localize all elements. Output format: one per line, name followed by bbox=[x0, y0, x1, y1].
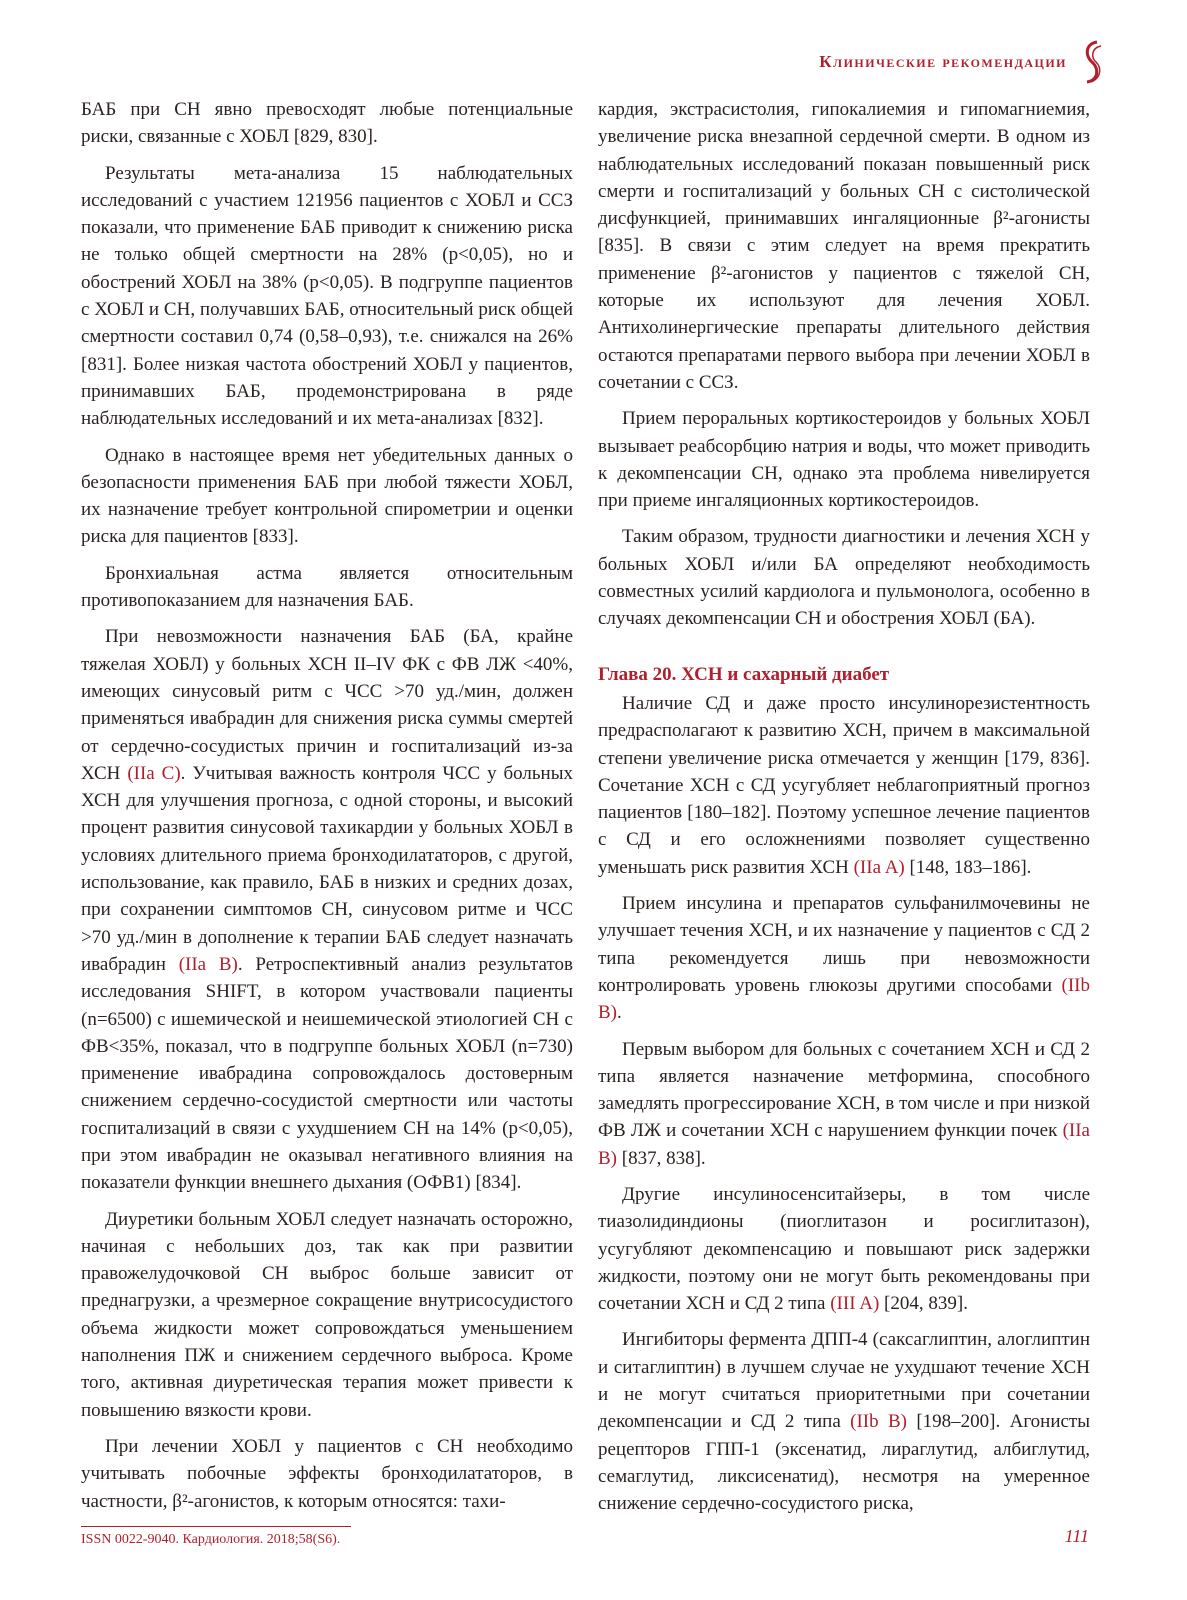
paragraph bbox=[598, 690, 1090, 881]
left-column bbox=[81, 96, 573, 1524]
paragraph bbox=[598, 890, 1090, 1026]
text-run: . Ретроспективный анализ результатов исследования SHIFT, в котором участвовали пациенты (n=6500) с ишемической и неишемической этиологией СН с ФВ<35%, показал, что в подгруппе больных ХОБЛ (n=730) применение ивабрадина сопровождалось достоверным снижением сердечно-сосудистой смертности или частоты госпитализаций в связи с ухудшением СН на 14% (p<0,05), при этом ивабрадин не оказывал негативного влияния на показатели функции внешнего дыхания (ОФВ1) [834]. bbox=[81, 953, 573, 1194]
paragraph bbox=[598, 1181, 1090, 1317]
text-run: При невозможности назначения БАБ (БА, крайне тяжелая ХОБЛ) у больных ХСН II–IV ФК с ФВ ЛЖ <40%, имеющих синусовый ритм с ЧСС >70 уд./мин, должен применяться ивабрадин для снижения риска суммы смертей от сердечно-сосудистых причин и госпитализаций из-за ХСН bbox=[81, 626, 573, 784]
recommendation-class: (IIa B) bbox=[178, 953, 238, 975]
paragraph: Диуретики больным ХОБЛ следует назначать осторожно, начиная с небольших доз, так как при развитии правожелудочковой СН выброс больше зависит от преднагрузки, а чрезмерное сокращение внутрисосудистого объема жидкости может сопровождаться уменьшением наполнения ПЖ и снижением сердечного выброса. Кроме того, активная диуретическая терапия может привести к повышению вязкости крови. bbox=[81, 1208, 573, 1421]
footer-divider bbox=[81, 1526, 351, 1527]
paragraph: Бронхиальная астма является относительным противопоказанием для назначения БАБ. bbox=[81, 562, 573, 612]
paragraph: При лечении ХОБЛ у пациентов с СН необходимо учитывать побочные эффекты бронходилататоров, в частности, β²-агонистов, к которым относятся: тахи- bbox=[81, 1435, 573, 1512]
journal-logo-icon bbox=[1077, 38, 1107, 86]
recommendation-class: (IIb B) bbox=[598, 974, 1090, 1024]
text-run: Другие инсулиносенситайзеры, в том числе тиазолидиндионы (пиоглитазон и росиглитазон), усугубляют декомпенсацию и повышают риск задержки жидкости, поэтому они не могут быть рекомендованы при сочетании ХСН и СД 2 типа bbox=[598, 1183, 1090, 1315]
chapter-heading: Глава 20. ХСН и сахарный диабет bbox=[598, 663, 890, 685]
text-run: Ингибиторы фермента ДПП-4 (саксаглиптин, алоглиптин и ситаглиптин) в лучшем случае не ухудшают течение ХСН и не могут считаться приоритетными при сочетании декомпенсации и СД 2 типа bbox=[598, 1329, 1090, 1433]
text-run: . bbox=[617, 1002, 622, 1024]
paragraph: Однако в настоящее время нет убедительных данных о безопасности применения БАБ при любой тяжести ХОБЛ, их назначение требует контрольной спирометрии и оценки риска для пациентов [833]. bbox=[81, 444, 573, 548]
paragraph: Прием пероральных кортикостероидов у больных ХОБЛ вызывает реабсорбцию натрия и воды, что может приводить к декомпенсации СН, однако эта проблема нивелируется при приеме ингаляционных кортикостероидов. bbox=[598, 408, 1090, 512]
text-run: [204, 839]. bbox=[879, 1293, 968, 1315]
recommendation-class: (IIa C) bbox=[127, 762, 181, 784]
text-run: [198–200]. Агонисты рецепторов ГПП-1 (эксенатид, лираглутид, албиглутид, семаглутид, ликсисенатид), несмотря на умеренное снижение сердечно-сосудистого риска, bbox=[598, 1411, 1090, 1515]
text-run: [837, 838]. bbox=[617, 1147, 706, 1169]
text-run: [148, 183–186]. bbox=[904, 856, 1032, 878]
paragraph bbox=[598, 1326, 1090, 1517]
paragraph: Таким образом, трудности диагностики и лечения ХСН у больных ХОБЛ и/или БА определяют необходимость совместных усилий кардиолога и пульмонолога, особенно в случаях декомпенсации СН и обострения ХОБЛ (БА). bbox=[598, 526, 1090, 630]
right-column bbox=[598, 96, 1090, 1527]
paragraph: БАБ при СН явно превосходят любые потенциальные риски, связанные с ХОБЛ [829, 830]. bbox=[81, 99, 573, 148]
recommendation-class: (IIb B) bbox=[850, 1411, 907, 1433]
recommendation-class: (IIa A) bbox=[853, 856, 905, 878]
footer-citation: ISSN 0022-9040. Кардиология. 2018;58(S6). bbox=[81, 1532, 341, 1547]
paragraph: кардия, экстрасистолия, гипокалиемия и гипомагниемия, увеличение риска внезапной сердечной смерти. В одном из наблюдательных исследований показан повышенный риск смерти и госпитализаций у больных СН с систолической дисфункцией, принимавших ингаляционные β²-агонисты [835]. В связи с этим следует на время прекратить применение β²-агонистов у пациентов с тяжелой СН, которые их используют для лечения ХОБЛ. Антихолинергические препараты длительного действия остаются препаратами первого выбора при лечении ХОБЛ в сочетании с ССЗ. bbox=[598, 99, 1090, 393]
paragraph bbox=[81, 623, 573, 1196]
page-number: 111 bbox=[1064, 1526, 1089, 1546]
running-header bbox=[819, 38, 1107, 86]
text-run: . Учитывая важность контроля ЧСС у больных ХСН для улучшения прогноза, с одной стороны, и высокий процент развития синусовой тахикардии у больных ХОБЛ в условиях длительного приема бронходилататоров, с другой, использование, как правило, БАБ в низких и средних дозах, при сохранении симптомов СН, синусовом ритме и ЧСС >70 уд./мин в дополнение к терапии БАБ следует назначать ивабрадин bbox=[81, 762, 573, 975]
paragraph bbox=[598, 1036, 1090, 1172]
paragraph: Результаты мета-анализа 15 наблюдательных исследований с участием 121956 пациентов с ХОБЛ и ССЗ показали, что применение БАБ приводит к снижению риска не только общей смертности на 28% (p<0,05), но и обострений ХОБЛ на 38% (p<0,05). В подгруппе пациентов с ХОБЛ и СН, получавших БАБ, относительный риск общей смертности составил 0,74 (0,58–0,93), т.е. снижался на 26% [831]. Более низкая частота обострений ХОБЛ у пациентов, принимавших БАБ, продемонстрирована в ряде наблюдательных исследований и их мета-анализах [832]. bbox=[81, 162, 573, 430]
recommendation-class: (III A) bbox=[830, 1293, 880, 1315]
recommendation-class: (IIa B) bbox=[598, 1120, 1090, 1169]
running-header-title: Клинические рекомендации bbox=[819, 52, 1067, 71]
text-run: Наличие СД и даже просто инсулинорезистентность предрасполагают к развитию ХСН, причем в максимальной степени увеличение риска отмечается у женщин [179, 836]. Сочетание ХСН с СД усугубляет неблагоприятный прогноз пациентов [180–182]. Поэтому успешное лечение пациентов с СД и его осложнениями позволяет существенно уменьшать риск развития ХСН bbox=[598, 692, 1090, 878]
text-run: Прием инсулина и препаратов сульфанилмочевины не улучшает течения ХСН, и их назначение у пациентов с СД 2 типа рекомендуется лишь при невозможности контролировать уровень глюкозы другими способами bbox=[598, 893, 1090, 996]
text-run: Первым выбором для больных с сочетанием ХСН и СД 2 типа является назначение метформина, способного замедлять прогрессирование ХСН, в том числе и при низкой ФВ ЛЖ и сочетании ХСН с нарушением функции почек bbox=[598, 1038, 1090, 1142]
